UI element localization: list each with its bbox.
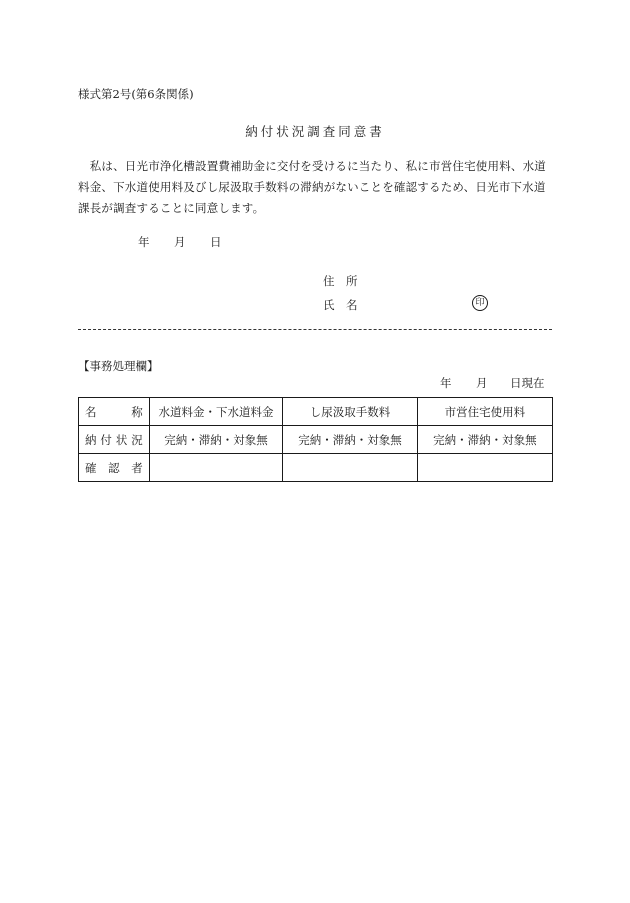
office-use-heading: 【事務処理欄】 — [78, 359, 159, 373]
confirmer-cell — [417, 454, 552, 482]
date-month-label: 月 — [174, 235, 186, 249]
payment-status-table — [78, 397, 553, 482]
as-of-date — [440, 375, 545, 391]
confirmer-cell — [149, 454, 283, 482]
consent-statement — [78, 156, 552, 219]
date-day-label: 日 — [210, 235, 222, 249]
table-row-confirmer — [79, 454, 553, 482]
name-field — [323, 297, 358, 313]
as-of-month-label: 月 — [476, 376, 488, 390]
status-cell: 完納・滞納・対象無 — [417, 426, 552, 454]
column-night-soil: し尿汲取手数料 — [283, 398, 417, 426]
confirmer-cell — [283, 454, 417, 482]
name-label: 氏 名 — [323, 298, 358, 312]
dashed-divider — [78, 329, 552, 330]
seal-stamp-mark: 印 — [472, 295, 488, 311]
column-water-sewer: 水道料金・下水道料金 — [149, 398, 283, 426]
row-header-confirmer: 確認者 — [79, 454, 150, 482]
column-municipal-housing: 市営住宅使用料 — [417, 398, 552, 426]
consent-line-2: 料金、下水道使用料及びし尿汲取手数料の滞納がないことを確認するため、日光市下水道 — [78, 180, 546, 194]
consent-line-1: 私は、日光市浄化槽設置費補助金に交付を受けるに当たり、私に市営住宅使用料、水道 — [78, 159, 546, 173]
table-row-status — [79, 426, 553, 454]
form-number: 様式第2号(第6条関係) — [78, 87, 194, 101]
status-cell: 完納・滞納・対象無 — [149, 426, 283, 454]
address-field — [323, 273, 358, 289]
document-title: 納付状況調査同意書 — [245, 124, 385, 139]
address-label: 住 所 — [323, 274, 358, 288]
signature-date — [138, 234, 222, 250]
as-of-day-label: 日現在 — [510, 376, 545, 390]
consent-line-3: 課長が調査することに同意します。 — [78, 201, 265, 215]
table-row-name — [79, 398, 553, 426]
date-year-label: 年 — [138, 235, 150, 249]
row-header-name: 名 称 — [79, 398, 150, 426]
as-of-year-label: 年 — [440, 376, 452, 390]
status-cell: 完納・滞納・対象無 — [283, 426, 417, 454]
row-header-status: 納付状況 — [79, 426, 150, 454]
